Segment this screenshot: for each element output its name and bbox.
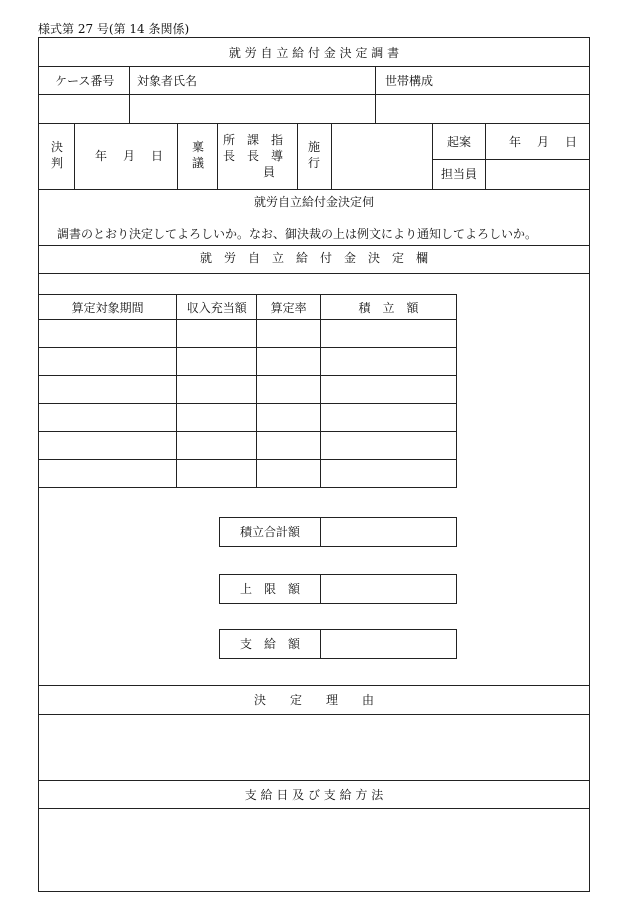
table-row bbox=[39, 432, 457, 460]
table-cell[interactable] bbox=[177, 320, 257, 348]
person-in-charge-label: 担当員 bbox=[441, 167, 478, 181]
proposal-label-char: 稟 bbox=[191, 140, 204, 154]
divider bbox=[39, 94, 589, 95]
reason-title: 決 定 理 由 bbox=[253, 693, 374, 707]
decision-label-char: 決 bbox=[50, 140, 63, 154]
table-cell[interactable] bbox=[177, 432, 257, 460]
draft-date: 年 月 日 bbox=[509, 135, 580, 149]
inquiry-title: 就労自立給付金決定伺 bbox=[253, 195, 374, 209]
reason-field[interactable] bbox=[39, 715, 589, 780]
table-cell[interactable] bbox=[257, 432, 321, 460]
execution-label bbox=[306, 139, 322, 171]
table-cell[interactable] bbox=[321, 404, 457, 432]
divider bbox=[39, 685, 589, 686]
payment-value[interactable] bbox=[321, 630, 456, 658]
table-cell[interactable] bbox=[257, 320, 321, 348]
table-row bbox=[39, 404, 457, 432]
table-cell[interactable] bbox=[257, 348, 321, 376]
table-cell[interactable] bbox=[321, 320, 457, 348]
table-header-row bbox=[39, 295, 457, 320]
table-cell[interactable] bbox=[321, 460, 457, 488]
divider bbox=[432, 159, 589, 160]
payment-row bbox=[219, 629, 457, 659]
table-row bbox=[39, 320, 457, 348]
table-cell[interactable] bbox=[321, 348, 457, 376]
divider bbox=[432, 123, 433, 189]
execution-label-char: 行 bbox=[307, 156, 320, 170]
divider bbox=[74, 123, 75, 189]
table-cell[interactable] bbox=[177, 376, 257, 404]
director-label: 所 課 指 bbox=[223, 133, 284, 147]
divider bbox=[39, 780, 589, 781]
form-number: 様式第 27 号(第 14 条関係) bbox=[38, 22, 190, 36]
total-value[interactable] bbox=[321, 518, 456, 546]
limit-row bbox=[219, 574, 457, 604]
inquiry-body: 調書のとおり決定してよろしいか。なお、御決裁の上は例文により通知してよろしいか。 bbox=[57, 227, 538, 241]
decision-form bbox=[38, 37, 590, 892]
table-cell[interactable] bbox=[257, 376, 321, 404]
table-cell[interactable] bbox=[321, 432, 457, 460]
divider bbox=[39, 245, 589, 246]
limit-value[interactable] bbox=[321, 575, 456, 603]
limit-label: 上 限 額 bbox=[220, 575, 321, 603]
table-cell[interactable] bbox=[39, 348, 177, 376]
column-header: 収入充当額 bbox=[177, 295, 257, 320]
column-header: 算定対象期間 bbox=[39, 295, 177, 320]
payment-method-field[interactable] bbox=[39, 809, 589, 891]
proposal-label bbox=[190, 139, 206, 171]
staff-label: 員 bbox=[263, 165, 276, 179]
chief-label: 長 長 導 bbox=[223, 149, 284, 163]
proposal-label-char: 議 bbox=[191, 156, 204, 170]
table-cell[interactable] bbox=[177, 348, 257, 376]
table-row bbox=[39, 376, 457, 404]
total-label: 積立合計額 bbox=[220, 518, 321, 546]
table-row bbox=[39, 348, 457, 376]
payment-label: 支 給 額 bbox=[220, 630, 321, 658]
divider bbox=[485, 123, 486, 189]
table-cell[interactable] bbox=[257, 460, 321, 488]
divider bbox=[297, 123, 298, 189]
column-header: 算定率 bbox=[257, 295, 321, 320]
case-number-label: ケース番号 bbox=[55, 74, 115, 88]
divider bbox=[39, 189, 589, 190]
draft-label: 起案 bbox=[447, 135, 472, 149]
execution-label-char: 施 bbox=[307, 140, 320, 154]
form-title: 就 労 自 立 給 付 金 決 定 調 書 bbox=[228, 46, 400, 60]
divider bbox=[39, 273, 589, 274]
subject-name-label: 対象者氏名 bbox=[137, 74, 198, 88]
table-cell[interactable] bbox=[39, 432, 177, 460]
table-cell[interactable] bbox=[177, 404, 257, 432]
decision-section-title: 就 労 自 立 給 付 金 決 定 欄 bbox=[199, 251, 428, 265]
table-cell[interactable] bbox=[177, 460, 257, 488]
household-label: 世帯構成 bbox=[385, 74, 434, 88]
total-row bbox=[219, 517, 457, 547]
column-header: 積 立 額 bbox=[321, 295, 457, 320]
table-cell[interactable] bbox=[39, 376, 177, 404]
table-cell[interactable] bbox=[321, 376, 457, 404]
calculation-table bbox=[39, 294, 457, 488]
payment-method-title: 支 給 日 及 び 支 給 方 法 bbox=[244, 788, 384, 802]
divider bbox=[217, 123, 218, 189]
divider bbox=[39, 123, 589, 124]
divider bbox=[177, 123, 178, 189]
decision-label bbox=[49, 139, 65, 171]
divider bbox=[331, 123, 332, 189]
decision-label-char: 判 bbox=[50, 156, 63, 170]
divider bbox=[39, 66, 589, 67]
table-row bbox=[39, 460, 457, 488]
table-cell[interactable] bbox=[39, 460, 177, 488]
table-cell[interactable] bbox=[257, 404, 321, 432]
table-cell[interactable] bbox=[39, 320, 177, 348]
table-cell[interactable] bbox=[39, 404, 177, 432]
decision-date: 年 月 日 bbox=[95, 149, 166, 163]
